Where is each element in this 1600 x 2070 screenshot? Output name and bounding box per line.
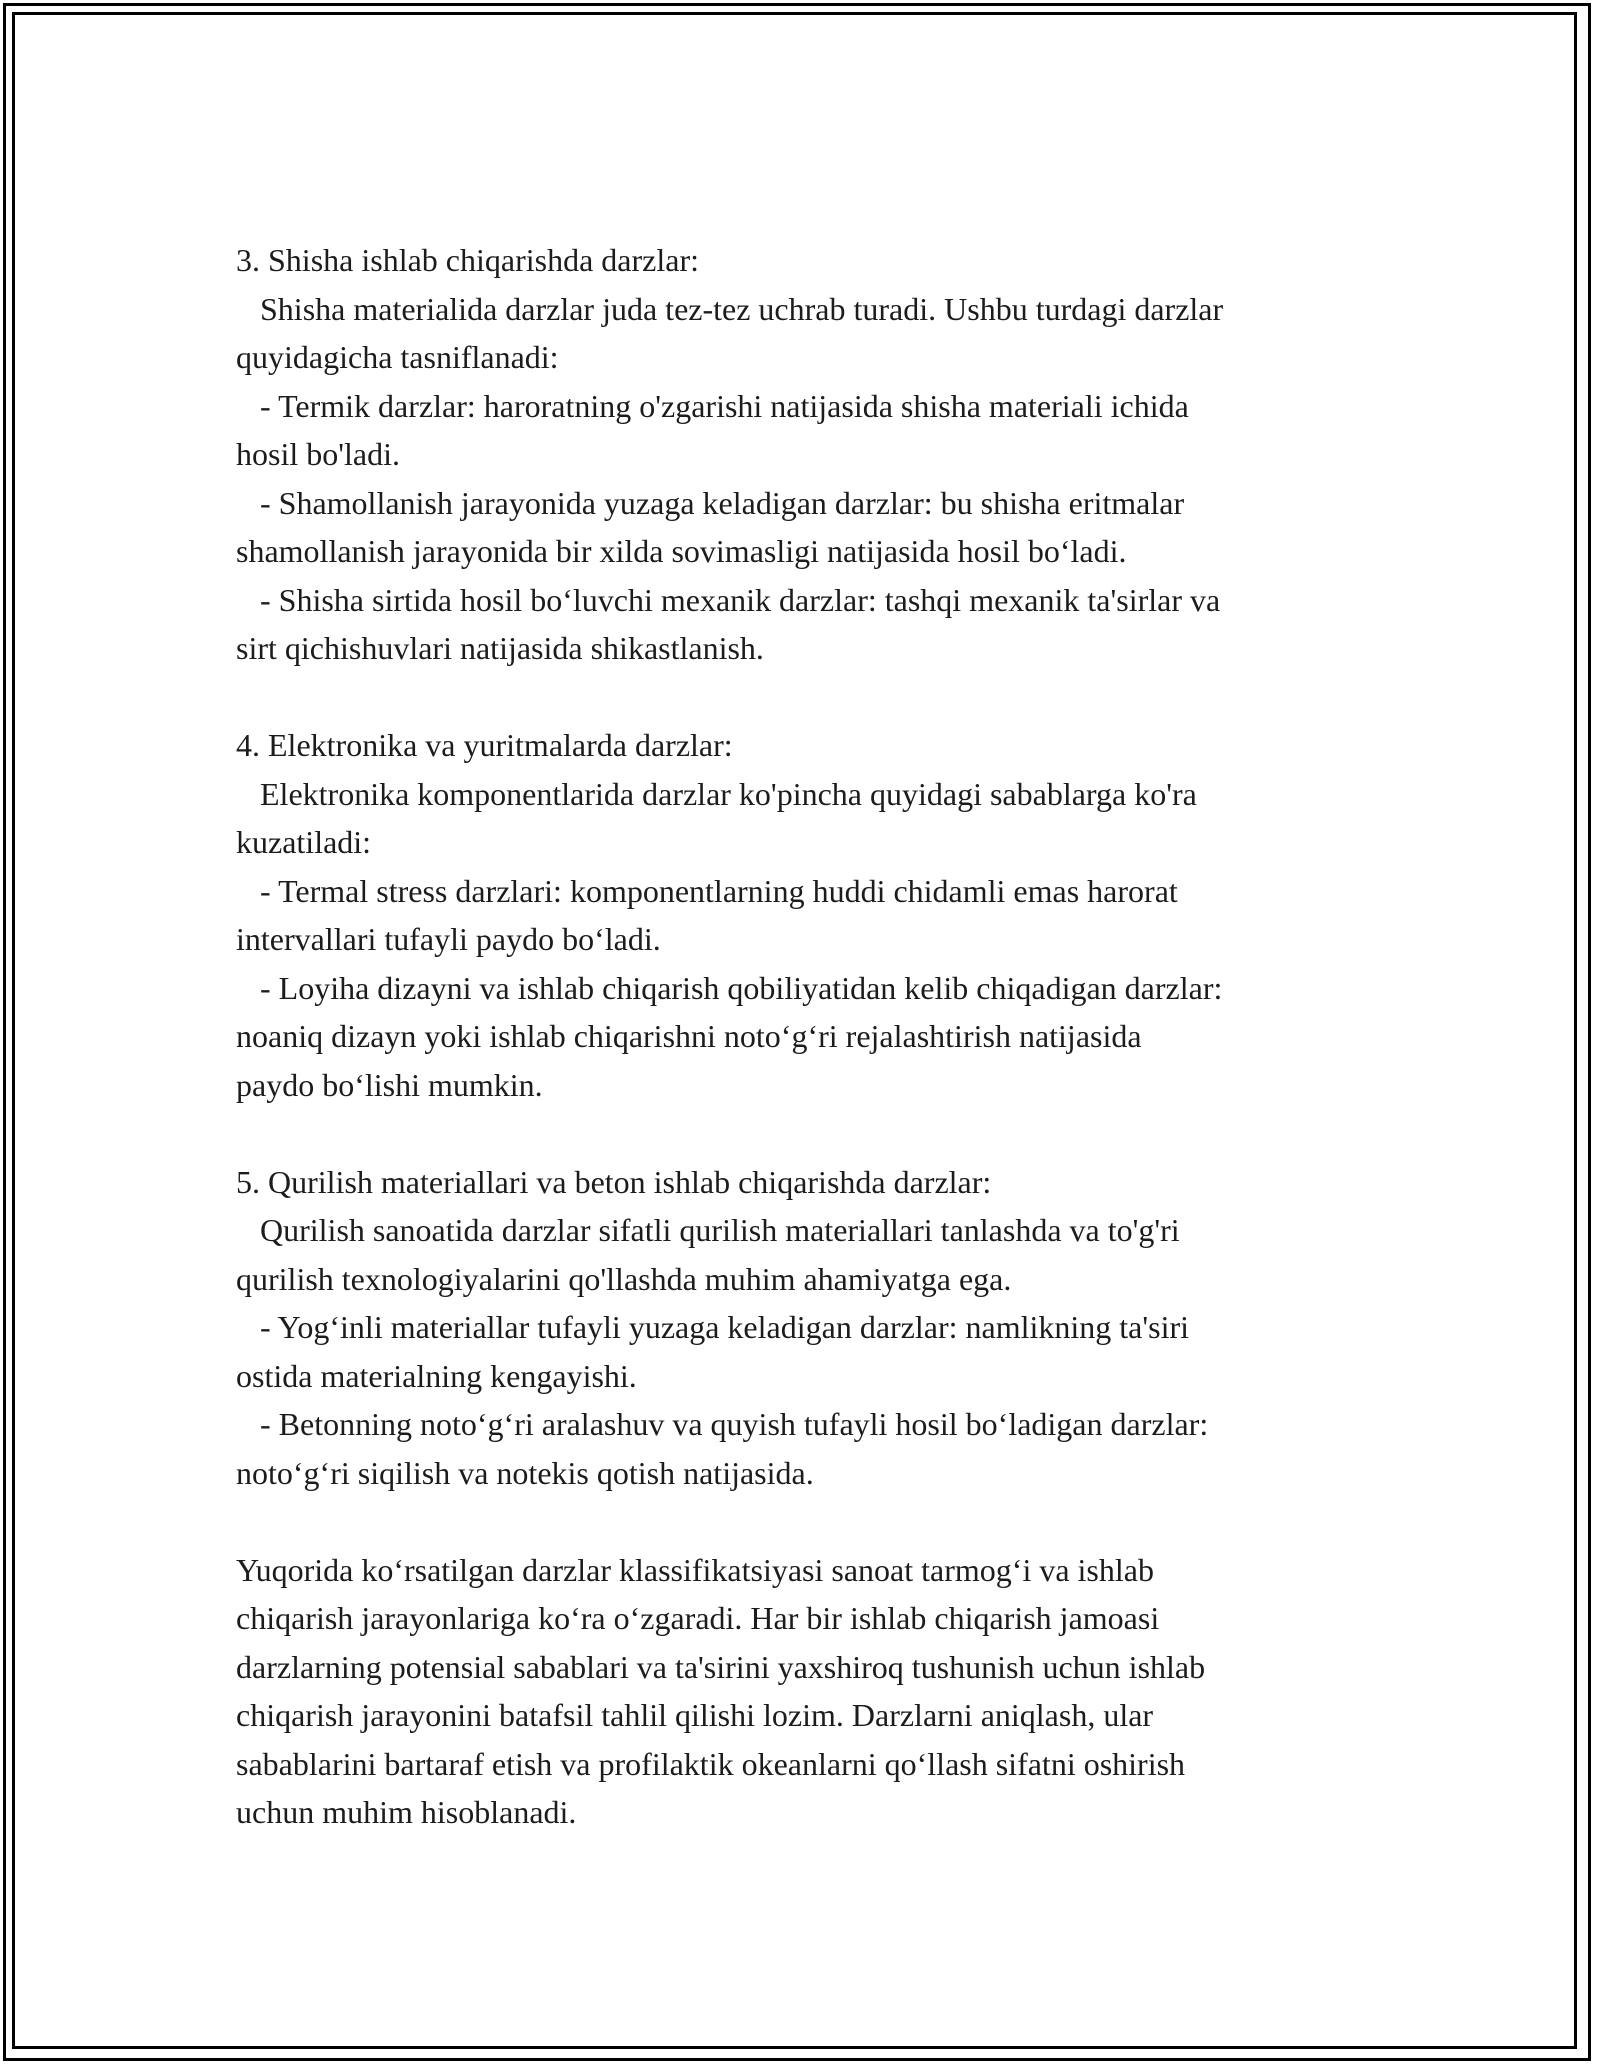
section-intro-line: qurilish texnologiyalarini qo'llashda muhim ahamiyatga ega. <box>236 1260 1012 1297</box>
conclusion-line: uchun muhim hisoblanadi. <box>236 1794 577 1830</box>
bullet-line: - Termik darzlar: haroratning o'zgarishi natijasida shisha materiali ichida <box>236 387 1189 424</box>
section-heading: 5. Qurilish materiallari va beton ishlab chiqarishda darzlar: <box>236 1163 992 1200</box>
document-body <box>236 236 1386 1885</box>
bullet-line: - Shisha sirtida hosil bo‘luvchi mexanik darzlar: tashqi mexanik ta'sirlar va <box>236 581 1221 618</box>
conclusion-line: sabablarini bartaraf etish va profilaktik okeanlarni qo‘llash sifatni oshirish <box>236 1745 1186 1782</box>
bullet-line: - Betonning noto‘g‘ri aralashuv va quyish tufayli hosil bo‘ladigan darzlar: <box>236 1406 1209 1442</box>
section-intro-line: quyidagicha tasniflanadi: <box>236 339 559 375</box>
bullet-line: - Loyiha dizayni va ishlab chiqarish qobiliyatidan kelib chiqadigan darzlar: <box>236 969 1223 1006</box>
bullet-line: hosil bo'ladi. <box>236 436 400 472</box>
bullet-line: ostida materialning kengayishi. <box>236 1357 637 1394</box>
bullet-line: paydo bo‘lishi mumkin. <box>236 1066 543 1103</box>
section-heading: 4. Elektronika va yuritmalarda darzlar: <box>236 727 733 763</box>
conclusion-line: Yuqorida ko‘rsatilgan darzlar klassifikatsiyasi sanoat tarmog‘i va ishlab <box>236 1551 1154 1588</box>
section-intro-line: kuzatiladi: <box>236 824 372 860</box>
section-intro-line: Shisha materialida darzlar juda tez-tez uchrab turadi. Ushbu turdagi darzlar <box>236 290 1224 327</box>
section-glass <box>236 236 1386 673</box>
bullet-line: - Shamollanish jarayonida yuzaga keladigan darzlar: bu shisha eritmalar <box>236 484 1185 521</box>
section-construction <box>236 1158 1386 1498</box>
bullet-line: intervallari tufayli paydo bo‘ladi. <box>236 921 661 957</box>
section-heading: 3. Shisha ishlab chiqarishda darzlar: <box>236 242 699 278</box>
bullet-line: noto‘g‘ri siqilish va notekis qotish natijasida. <box>236 1454 814 1491</box>
conclusion-paragraph <box>236 1546 1386 1837</box>
bullet-line: - Yog‘inli materiallar tufayli yuzaga keladigan darzlar: namlikning ta'siri <box>236 1309 1190 1345</box>
bullet-line: shamollanish jarayonida bir xilda sovimasligi natijasida hosil bo‘ladi. <box>236 533 1127 569</box>
conclusion-line: chiqarish jarayonlariga ko‘ra o‘zgaradi. Har bir ishlab chiqarish jamoasi <box>236 1600 1160 1636</box>
section-intro-line: Qurilish sanoatida darzlar sifatli qurilish materiallari tanlashda va to'g'ri <box>236 1212 1180 1248</box>
section-electronics <box>236 721 1386 1109</box>
conclusion-line: chiqarish jarayonini batafsil tahlil qilishi lozim. Darzlarni aniqlash, ular <box>236 1697 1154 1733</box>
bullet-line: - Termal stress darzlari: komponentlarning huddi chidamli emas harorat <box>236 872 1178 909</box>
conclusion-line: darzlarning potensial sabablari va ta'sirini yaxshiroq tushunish uchun ishlab <box>236 1648 1206 1685</box>
section-intro-line: Elektronika komponentlarida darzlar ko'pincha quyidagi sabablarga ko'ra <box>236 775 1197 812</box>
bullet-line: sirt qichishuvlari natijasida shikastlanish. <box>236 630 764 666</box>
bullet-line: noaniq dizayn yoki ishlab chiqarishni noto‘g‘ri rejalashtirish natijasida <box>236 1018 1142 1054</box>
